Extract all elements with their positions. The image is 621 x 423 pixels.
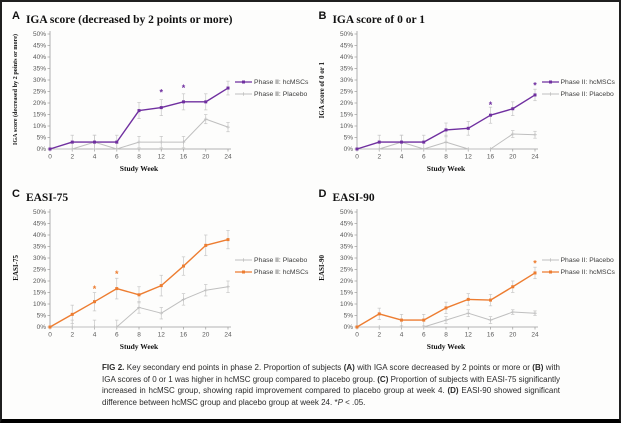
panel-grid: [2, 2, 619, 358]
x-tick-label: 8: [137, 153, 141, 161]
legend-entry-phase-ii-placebo: [542, 90, 618, 98]
x-tick-label: 20: [508, 331, 516, 339]
significance-asterisk: *: [532, 258, 537, 269]
y-tick-label: 15%: [339, 289, 353, 297]
y-tick-label: 50%: [32, 209, 46, 216]
x-tick-label: 2: [376, 153, 381, 161]
legend-marker-icon: [542, 256, 559, 264]
x-axis-title: Study Week: [426, 342, 465, 351]
legend-marker-icon: [542, 78, 559, 86]
legend-entry-phase-ii-hcmscs: [542, 268, 618, 276]
x-tick-label: 12: [157, 153, 165, 161]
y-tick-label: 30%: [32, 255, 46, 262]
y-tick-label: 35%: [32, 65, 46, 73]
x-tick-label: 24: [530, 331, 539, 339]
y-tick-label: 20%: [32, 278, 46, 285]
y-tick-label: 0%: [36, 324, 46, 331]
x-tick-label: 8: [443, 331, 448, 339]
panel-a-heading: IGA score (decreased by 2 points or more): [25, 14, 233, 26]
panel-b-chart-row: [316, 27, 618, 179]
panel-d-letter: D: [318, 188, 327, 200]
x-tick-label: 8: [443, 153, 448, 161]
y-tick-label: 10%: [32, 301, 46, 308]
error-bars-phase-ii-hcmscs: [377, 89, 536, 149]
y-tick-label: 25%: [32, 266, 46, 274]
panel-d-y-axis-title: EASI-90: [318, 255, 326, 281]
y-tick-label: 0%: [343, 146, 353, 153]
y-tick-label: 25%: [339, 266, 353, 274]
x-tick-label: 6: [421, 331, 426, 339]
y-tick-label: 15%: [339, 111, 353, 119]
y-tick-label: 40%: [32, 232, 46, 239]
y-tick-label: 20%: [339, 278, 353, 285]
legend-entry-phase-ii-placebo: [542, 256, 618, 264]
x-tick-label: 12: [157, 331, 165, 339]
legend-label: Phase II: hcMSCs: [254, 78, 309, 86]
legend-label: Phase II: hcMSCs: [560, 268, 615, 276]
legend-marker-icon: [235, 78, 252, 86]
panel-c-y-axis-title-wrap: [9, 205, 22, 357]
x-tick-label: 24: [530, 153, 539, 161]
x-tick-label: 0: [48, 331, 52, 339]
y-tick-label: 10%: [32, 123, 46, 130]
panel-a: [4, 4, 311, 182]
y-tick-label: 35%: [339, 65, 353, 73]
legend-label: Phase II: hcMSCs: [254, 268, 309, 276]
legend-marker-icon: [235, 90, 252, 98]
panel-b-letter: B: [318, 10, 327, 22]
y-tick-label: 15%: [32, 289, 46, 297]
caption-segment: (A): [343, 363, 355, 372]
x-tick-label: 24: [224, 331, 232, 339]
x-tick-label: 24: [224, 153, 232, 161]
x-tick-label: 2: [70, 153, 75, 161]
x-tick-label: 2: [70, 331, 75, 339]
caption-segment: Proportion of subjects with EASI-75 significantly increased in hcMSC group, showing rapid improvement compared to placebo group at week 4.: [102, 374, 561, 396]
y-tick-label: 45%: [32, 42, 46, 50]
legend-marker-icon: [542, 90, 559, 98]
caption-segment: EASI-90 showed significant difference between hcMSC group and placebo group at week 24. *: [102, 386, 561, 407]
y-tick-label: 35%: [339, 243, 353, 251]
legend-entry-phase-ii-placebo: [235, 90, 311, 98]
series-phase-ii-hcmscs: [49, 238, 230, 328]
x-tick-label: 2: [376, 331, 381, 339]
y-tick-label: 30%: [32, 77, 46, 84]
axes: [33, 209, 232, 351]
legend-entry-phase-ii-placebo: [235, 256, 311, 264]
y-tick-label: 25%: [339, 88, 353, 96]
y-tick-label: 10%: [339, 301, 353, 308]
x-tick-label: 6: [114, 331, 119, 339]
x-tick-label: 12: [464, 153, 472, 161]
x-tick-label: 0: [354, 331, 359, 339]
axes: [339, 209, 538, 351]
chart-c: [22, 205, 234, 357]
chart-b: [329, 27, 541, 179]
x-tick-label: 20: [202, 153, 210, 161]
y-tick-label: 45%: [32, 220, 46, 228]
legend-entry-phase-ii-hcmscs: [235, 268, 311, 276]
x-tick-label: 20: [508, 153, 516, 161]
legend-entry-phase-ii-hcmscs: [542, 78, 618, 86]
panel-b-y-axis-title-wrap: [316, 27, 329, 179]
y-tick-label: 20%: [32, 100, 46, 107]
legend-marker-icon: [235, 256, 252, 264]
x-tick-label: 0: [354, 153, 359, 161]
x-axis-title: Study Week: [426, 164, 465, 173]
x-tick-label: 6: [421, 153, 426, 161]
y-tick-label: 50%: [32, 31, 46, 38]
significance-annotations: [159, 83, 185, 98]
x-tick-label: 16: [179, 153, 188, 161]
panel-c-letter: C: [12, 188, 20, 200]
panel-a-letter: A: [12, 10, 20, 22]
y-tick-label: 40%: [32, 54, 46, 61]
legend-d: [542, 205, 618, 357]
legend-b: [542, 27, 618, 179]
legend-label: Phase II: hcMSCs: [560, 78, 615, 86]
x-tick-label: 16: [486, 153, 494, 161]
x-tick-label: 20: [202, 331, 210, 339]
panel-d-chart-row: [316, 205, 618, 357]
panel-b-y-axis-title: IGA score of 0 or 1: [318, 61, 326, 119]
significance-asterisk: *: [114, 268, 119, 279]
x-tick-label: 8: [137, 331, 141, 339]
figure-caption: [102, 362, 560, 408]
y-tick-label: 35%: [32, 243, 46, 251]
x-axis-title: Study Week: [119, 342, 159, 351]
panel-a-y-axis-title: IGA score (decreased by 2 points or more): [12, 34, 19, 146]
y-tick-label: 40%: [339, 232, 353, 239]
legend-a: [235, 27, 311, 179]
x-tick-label: 4: [399, 331, 403, 339]
caption-segment: with IGA score decreased by 2 points or more or: [354, 363, 533, 372]
caption-segment: (B): [532, 363, 544, 372]
y-tick-label: 50%: [339, 31, 353, 38]
caption-segment: with IGA scores of 0 or 1 was higher in hcMSC group compared to placebo group.: [102, 363, 561, 384]
y-tick-label: 0%: [36, 146, 46, 153]
chart-a: [22, 27, 234, 179]
legend-label: Phase II: Placebo: [254, 90, 308, 98]
y-tick-label: 45%: [339, 42, 353, 50]
panel-b: [311, 4, 618, 182]
x-tick-label: 16: [486, 331, 494, 339]
y-tick-label: 40%: [339, 54, 353, 61]
significance-annotations: [533, 259, 537, 269]
caption-segment: (D): [447, 386, 459, 396]
x-tick-label: 4: [92, 153, 97, 161]
y-tick-label: 5%: [343, 312, 353, 320]
legend-entry-phase-ii-hcmscs: [235, 78, 311, 86]
significance-asterisk: *: [488, 100, 492, 111]
caption-segment: P: [337, 397, 343, 407]
legend-marker-icon: [235, 268, 252, 276]
legend-label: Phase II: Placebo: [560, 90, 614, 98]
panel-c: [4, 182, 311, 358]
x-tick-label: 16: [179, 331, 188, 339]
chart-d: [329, 205, 541, 357]
x-tick-label: 4: [92, 331, 97, 339]
panel-b-title-row: [319, 10, 618, 26]
significance-asterisk: *: [532, 80, 537, 91]
panel-c-title-row: [12, 188, 311, 204]
panel-d-heading: EASI-90: [332, 192, 375, 204]
y-tick-label: 5%: [36, 134, 46, 142]
legend-marker-icon: [542, 268, 559, 276]
legend-label: Phase II: Placebo: [254, 256, 308, 264]
legend-label: Phase II: Placebo: [560, 256, 614, 264]
panel-a-title-row: [12, 10, 311, 26]
y-tick-label: 5%: [36, 312, 46, 320]
significance-asterisk: *: [159, 87, 164, 98]
x-axis-title: Study Week: [119, 164, 159, 173]
y-tick-label: 45%: [339, 220, 353, 228]
panel-d-y-axis-title-wrap: [316, 205, 329, 357]
x-tick-label: 4: [399, 153, 403, 161]
legend-c: [235, 205, 311, 357]
panel-c-chart-row: [9, 205, 311, 357]
panel-d: [311, 182, 618, 358]
axes: [339, 31, 538, 173]
x-tick-label: 6: [114, 153, 119, 161]
y-tick-label: 10%: [339, 123, 353, 130]
panel-b-heading: IGA score of 0 or 1: [332, 14, 425, 26]
y-tick-label: 20%: [339, 100, 353, 107]
panel-c-y-axis-title: EASI-75: [11, 255, 20, 281]
panel-d-title-row: [319, 188, 618, 204]
y-tick-label: 30%: [339, 255, 353, 262]
panel-a-y-axis-title-wrap: [9, 27, 22, 179]
y-tick-label: 25%: [32, 88, 46, 96]
y-tick-label: 15%: [32, 111, 46, 119]
significance-asterisk: *: [92, 283, 97, 294]
significance-asterisk: *: [181, 82, 186, 93]
caption-segment: Key secondary end points in phase 2. Proportion of subjects: [124, 363, 344, 372]
y-tick-label: 5%: [343, 134, 353, 142]
x-tick-label: 0: [48, 153, 52, 161]
caption-segment: < .05.: [342, 397, 366, 407]
caption-segment: FIG 2.: [102, 363, 125, 372]
x-tick-label: 12: [464, 331, 472, 339]
y-tick-label: 0%: [343, 324, 353, 331]
y-tick-label: 50%: [339, 209, 353, 216]
caption-segment: (C): [377, 374, 389, 384]
panel-a-chart-row: [9, 27, 311, 179]
y-tick-label: 30%: [339, 77, 353, 84]
panel-c-heading: EASI-75: [25, 192, 69, 204]
